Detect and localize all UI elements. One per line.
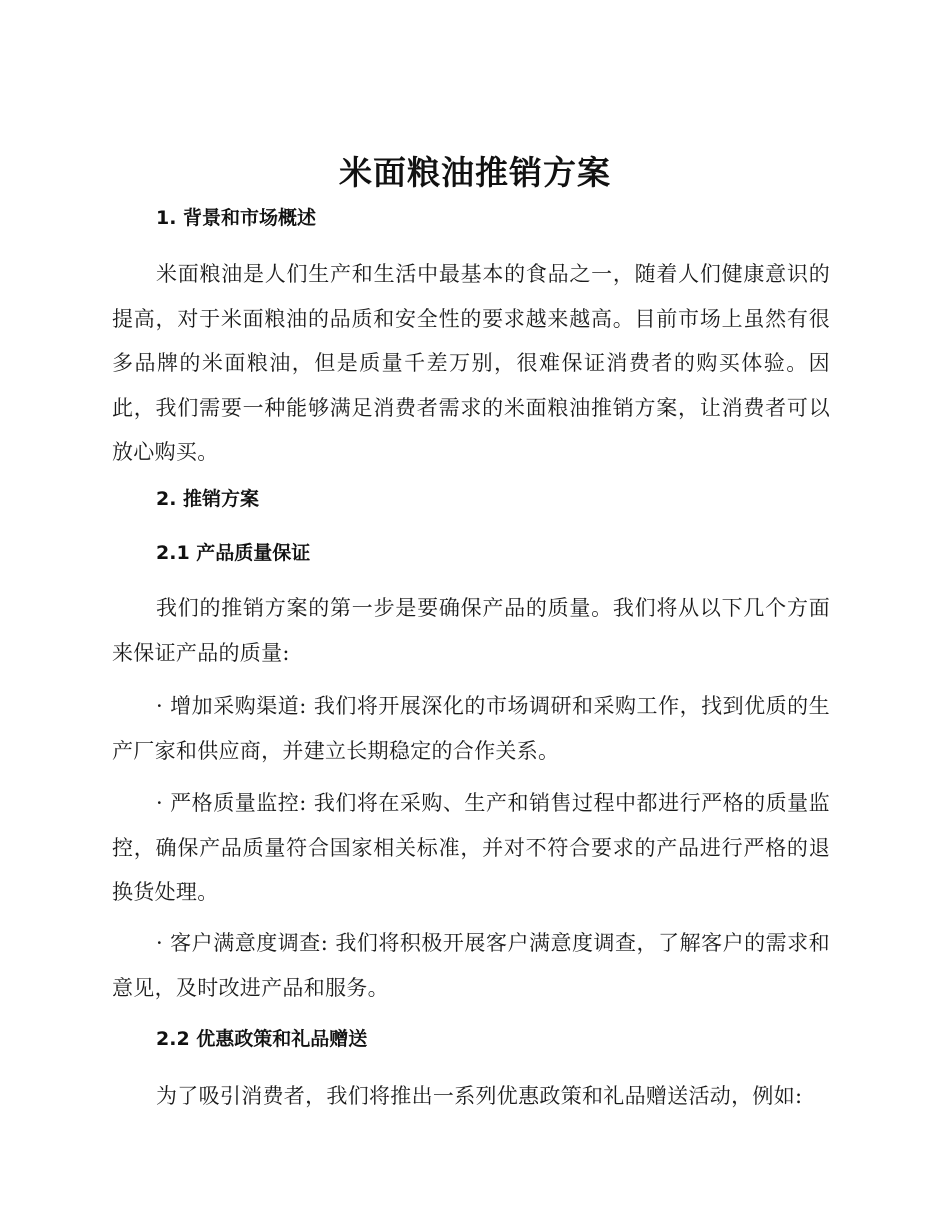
- document-title: 米面粮油推销方案: [339, 153, 611, 192]
- section-2-1-heading: 2.1 产品质量保证: [156, 542, 311, 564]
- section-2-2-intro: 为了吸引消费者，我们将推出一系列优惠政策和礼品赠送活动，例如:: [156, 1084, 803, 1108]
- section-2-1-intro: 我们的推销方案的第一步是要确保产品的质量。我们将从以下几个方面来保证产品的质量:: [112, 596, 830, 665]
- bullet-item-quality-monitoring: · 严格质量监控: 我们将在采购、生产和销售过程中都进行严格的质量监控，确保产品质量符合国家相关标准，并对不符合要求的产品进行严格的退换货处理。: [112, 791, 830, 904]
- section-1-paragraph: 米面粮油是人们生产和生活中最基本的食品之一，随着人们健康意识的提高，对于米面粮油的品质和安全性的要求越来越高。目前市场上虽然有很多品牌的米面粮油，但是质量千差万别，很难保证消费者的购买体验。因此，我们需要一种能够满足消费者需求的米面粮油推销方案，让消费者可以放心购买。: [112, 262, 830, 464]
- bullet-item-customer-survey: · 客户满意度调查: 我们将积极开展客户满意度调查，了解客户的需求和意见，及时改进产品和服务。: [112, 931, 830, 1000]
- section-2-heading: 2. 推销方案: [156, 488, 260, 510]
- section-1-heading: 1. 背景和市场概述: [156, 207, 317, 229]
- section-2-2-heading: 2.2 优惠政策和礼品赠送: [156, 1028, 368, 1050]
- bullet-item-purchasing-channels: · 增加采购渠道: 我们将开展深化的市场调研和采购工作，找到优质的生产厂家和供应商，并建立长期稳定的合作关系。: [112, 694, 830, 763]
